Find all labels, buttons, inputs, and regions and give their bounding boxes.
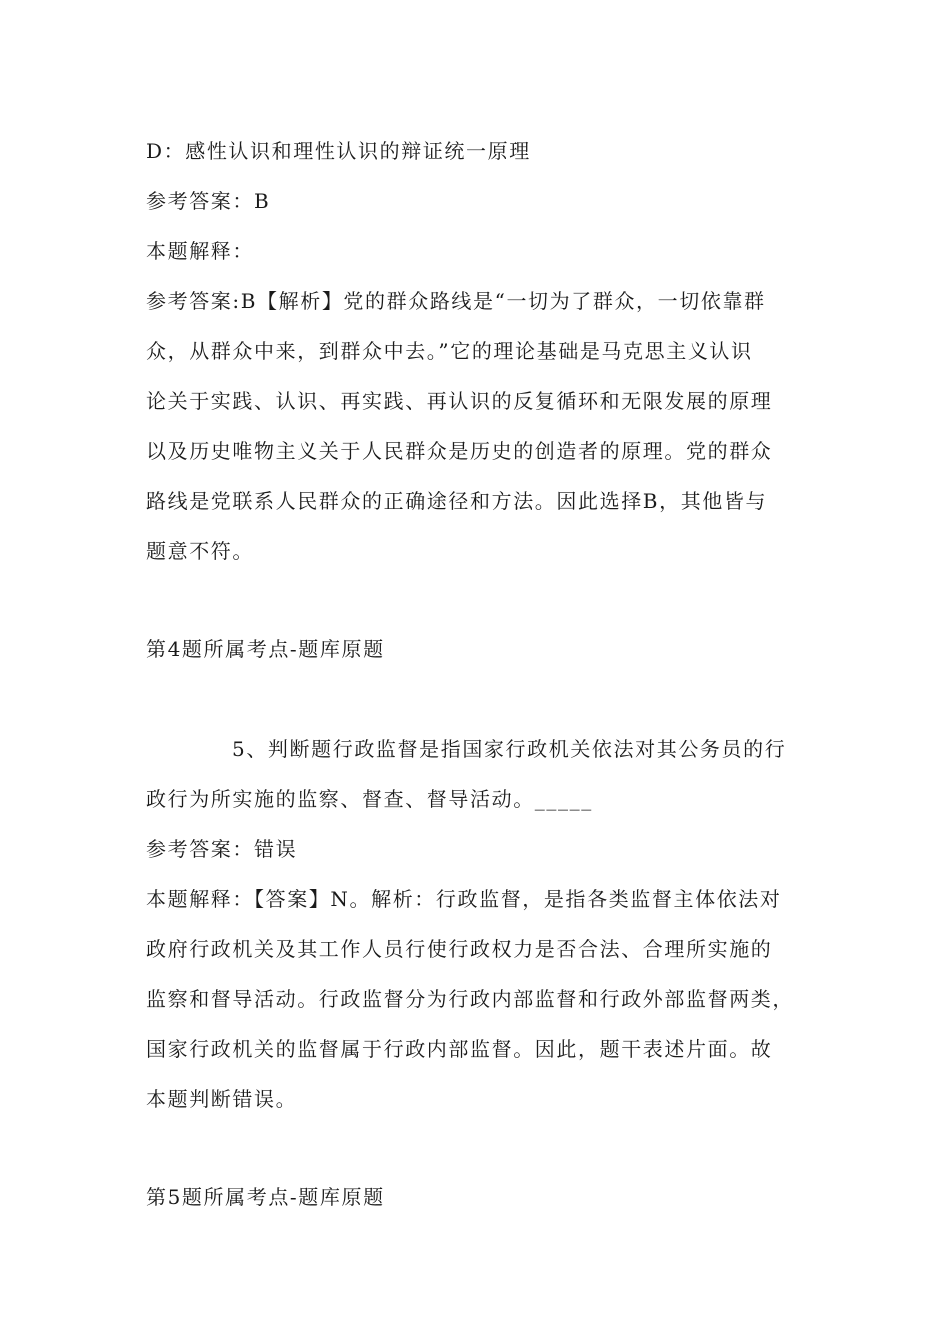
answer-line: 参考答案：B [146,189,271,213]
explanation-line: 本题判断错误。 [146,1087,298,1111]
explanation-label: 本题解释： [146,239,254,263]
explanation-line: 论关于实践、认识、再实践、再认识的反复循环和无限发展的原理 [146,389,773,413]
question-line: 政行为所实施的监察、督查、督导活动。_____ [146,787,593,811]
explanation-line: 国家行政机关的监督属于行政内部监督。因此，题干表述片面。故 [146,1037,773,1061]
question-line: 5、判断题行政监督是指国家行政机关依法对其公务员的行 [232,737,787,761]
explanation-line: 众，从群众中来，到群众中去。”它的理论基础是马克思主义认识 [146,339,753,363]
topic-line: 第4题所属考点-题库原题 [146,637,385,661]
explanation-line: 路线是党联系人民群众的正确途径和方法。因此选择B，其他皆与 [146,489,768,513]
explanation-line: 参考答案:B【解析】党的群众路线是“一切为了群众，一切依靠群 [146,289,766,313]
explanation-line: 题意不符。 [146,539,254,563]
explanation-line: 政府行政机关及其工作人员行使行政权力是否合法、合理所实施的 [146,937,773,961]
topic-line: 第5题所属考点-题库原题 [146,1185,385,1209]
explanation-line: 以及历史唯物主义关于人民群众是历史的创造者的原理。党的群众 [146,439,773,463]
explanation-line: 监察和督导活动。行政监督分为行政内部监督和行政外部监督两类， [146,987,794,1011]
option-d: D：感性认识和理性认识的辩证统一原理 [146,139,531,163]
answer-line: 参考答案：错误 [146,837,298,861]
explanation-line: 本题解释：【答案】N。解析：行政监督，是指各类监督主体依法对 [146,887,782,911]
